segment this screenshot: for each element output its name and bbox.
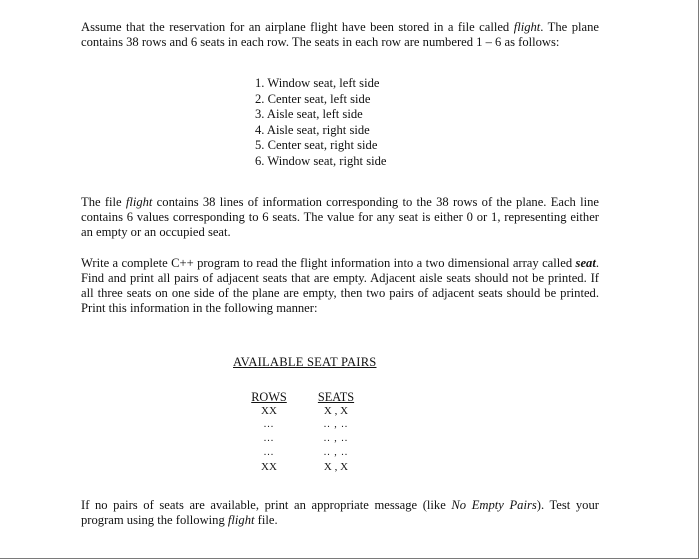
closing-paragraph [81, 498, 599, 528]
intro-text: Assume that the reservation for an airplane flight have been stored in a file called [81, 20, 514, 34]
example-message: No Empty Pairs [451, 498, 537, 512]
seat-list-item: 3. Aisle seat, left side [255, 107, 363, 122]
seats-ellipsis: .. , .. [323, 418, 349, 430]
seat-list-item: 6. Window seat, right side [255, 153, 387, 168]
seat-list-item: 1. Window seat, left side [255, 76, 380, 90]
task-paragraph [81, 256, 599, 316]
closing-text-end: file. [254, 513, 278, 527]
task-text: Write a complete C++ program to read the flight information into a two dimensional array called [81, 255, 576, 270]
document-body [81, 20, 599, 527]
rows-column [249, 390, 289, 474]
rows-ellipsis: ... [263, 418, 275, 430]
rows-cell: XX [261, 404, 277, 417]
array-name: seat [575, 255, 596, 270]
closing-text-mid: ). Test your program using the following [81, 498, 599, 527]
rows-header: ROWS [251, 389, 287, 404]
rows-cell: XX [261, 460, 277, 473]
closing-text: If no pairs of seats are available, print an appropriate message (like [81, 498, 452, 512]
intro-paragraph [81, 20, 599, 50]
seats-column [314, 390, 358, 474]
file-name: flight [227, 513, 255, 527]
file-name: flight [513, 20, 541, 34]
seat-pairs-table [81, 390, 599, 482]
seats-header: SEATS [317, 389, 355, 404]
file-description-paragraph [81, 195, 599, 240]
seats-ellipsis: .. , .. [323, 446, 349, 458]
seat-list [255, 76, 599, 170]
file-name: flight [125, 194, 153, 209]
table-title: AVAILABLE SEAT PAIRS [233, 354, 377, 369]
intro-text-end: . The plane contains 38 rows and 6 seats in each row. The seats in each row are numbered 1 – 6 as follows: [81, 20, 599, 49]
seats-cell: X , X [323, 460, 349, 473]
seat-list-item: 4. Aisle seat, right side [255, 122, 370, 137]
seat-list-item: 2. Center seat, left side [255, 91, 371, 106]
rows-ellipsis: ... [263, 432, 275, 444]
seat-list-item: 5. Center seat, right side [255, 138, 378, 153]
file-desc-text: The file [81, 194, 126, 209]
file-desc-text-end: contains 38 lines of information corresponding to the 38 rows of the plane. Each line contains 6 values corresponding to 6 seats. The value for any seat is either 0 or 1, representing either an empty or an occupied seat. [81, 194, 599, 239]
rows-ellipsis: ... [263, 446, 275, 458]
seats-ellipsis: .. , .. [323, 432, 349, 444]
seats-cell: X , X [323, 404, 349, 417]
task-text-end: . Find and print all pairs of adjacent seats that are empty. Adjacent aisle seats should not be printed. If all three seats on one side of the plane are empty, then two pairs of adjacent seats should be printed. Print this information in the following manner: [81, 255, 599, 315]
